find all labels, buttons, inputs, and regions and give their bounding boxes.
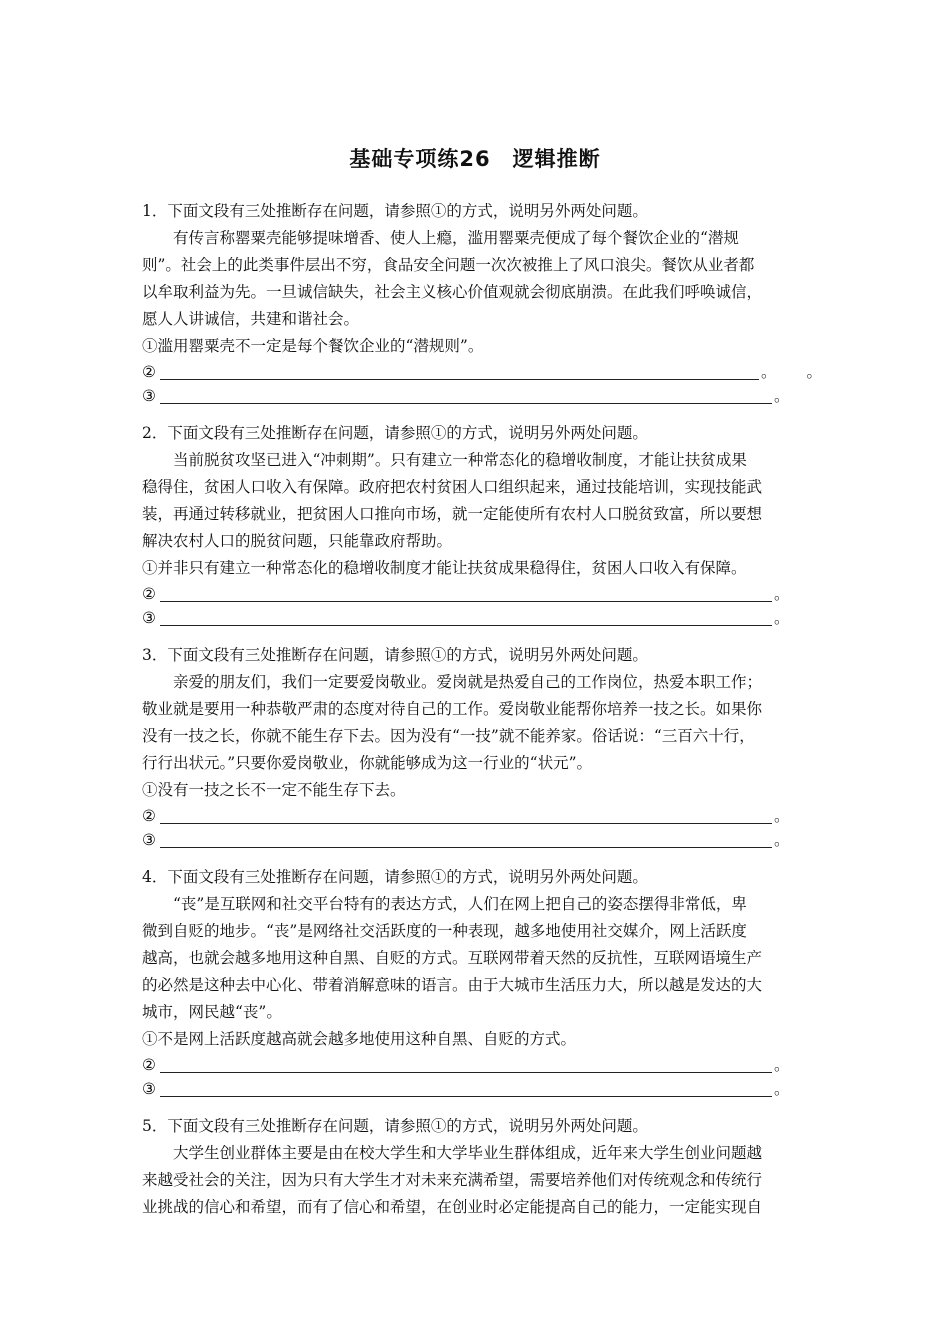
answer-period: 。 [760, 363, 777, 381]
question-prompt: 1．下面文段有三处推断存在问题，请参照①的方式，说明另外两处问题。 [142, 202, 648, 220]
answer-blank-2[interactable] [142, 1053, 822, 1077]
question-prompt: 4．下面文段有三处推断存在问题，请参照①的方式，说明另外两处问题。 [142, 868, 648, 886]
answer-line[interactable] [160, 363, 759, 380]
example-answer: ①没有一技之长不一定不能生存下去。 [142, 781, 406, 799]
example-answer: ①滥用罂粟壳不一定是每个餐饮企业的“潜规则”。 [142, 337, 484, 355]
answer-number: ② [142, 1056, 156, 1074]
passage-line: 大学生创业群体主要是由在校大学生和大学毕业生群体组成，近年来大学生创业问题越 [173, 1144, 763, 1162]
passage-line: 业挑战的信心和希望，而有了信心和希望，在创业时必定能提高自己的能力，一定能实现自 [142, 1198, 763, 1216]
answer-period: 。 [774, 609, 790, 627]
question-prompt: 5．下面文段有三处推断存在问题，请参照①的方式，说明另外两处问题。 [142, 1117, 648, 1135]
answer-blank-3[interactable] [142, 1077, 822, 1101]
answer-period: 。 [774, 585, 790, 603]
answer-blank-3[interactable] [142, 384, 822, 408]
answer-number: ② [142, 363, 156, 381]
passage-line: 来越受社会的关注，因为只有大学生才对未来充满希望，需要培养他们对传统观念和传统行 [142, 1171, 763, 1189]
answer-period: 。 [774, 1080, 790, 1098]
passage-line: 亲爱的朋友们，我们一定要爱岗敬业。爱岗就是热爱自己的工作岗位，热爱本职工作； [173, 673, 763, 691]
example-answer: ①并非只有建立一种常态化的稳增收制度才能让扶贫成果稳得住，贫困人口收入有保障。 [142, 559, 747, 577]
answer-number: ③ [142, 609, 156, 627]
passage-line: 越高，也就会越多地用这种自黑、自贬的方式。互联网带着天然的反抗性，互联网语境生产 [142, 949, 763, 967]
passage-line: 愿人人讲诚信，共建和谐社会。 [142, 310, 360, 328]
question-prompt: 2．下面文段有三处推断存在问题，请参照①的方式，说明另外两处问题。 [142, 424, 648, 442]
answer-period: 。 [774, 1056, 790, 1074]
passage-line: 微到自贬的地步。“丧”是网络社交活跃度的一种表现，越多地使用社交媒介，网上活跃度 [142, 922, 747, 940]
passage-line: 当前脱贫攻坚已进入“冲刺期”。只有建立一种常态化的稳增收制度，才能让扶贫成果 [173, 451, 747, 469]
passage-line: 城市，网民越“丧”。 [142, 1003, 282, 1021]
answer-number: ② [142, 585, 156, 603]
answer-blank-3[interactable] [142, 606, 822, 630]
answer-line[interactable] [160, 1080, 772, 1097]
question-3 [142, 642, 822, 852]
answer-line[interactable] [160, 807, 772, 824]
answer-blank-3[interactable] [142, 828, 822, 852]
answer-blank-2[interactable] [142, 804, 822, 828]
example-answer: ①不是网上活跃度越高就会越多地使用这种自黑、自贬的方式。 [142, 1030, 577, 1048]
passage-line: 的必然是这种去中心化、带着消解意味的语言。由于大城市生活压力大，所以越是发达的大 [142, 976, 763, 994]
passage-line: 解决农村人口的脱贫问题，只能靠政府帮助。 [142, 532, 453, 550]
answer-line[interactable] [160, 1056, 772, 1073]
stray-period: 。 [806, 363, 822, 381]
question-prompt: 3．下面文段有三处推断存在问题，请参照①的方式，说明另外两处问题。 [142, 646, 648, 664]
answer-blank-2[interactable] [142, 360, 822, 384]
passage-line: 则”。社会上的此类事件层出不穷，食品安全问题一次次被推上了风口浪尖。餐饮从业者都 [142, 256, 755, 274]
passage-line: 行行出状元。”只要你爱岗敬业，你就能够成为这一行业的“状元”。 [142, 754, 593, 772]
question-1 [142, 198, 822, 408]
answer-line[interactable] [160, 387, 772, 404]
answer-line[interactable] [160, 831, 772, 848]
question-2 [142, 420, 822, 630]
passage-line: 没有一技之长，你就不能生存下去。因为没有“一技”就不能养家。俗话说：“三百六十行， [142, 727, 755, 745]
answer-number: ③ [142, 831, 156, 849]
passage-line: 有传言称罂粟壳能够提味增香、使人上瘾，滥用罂粟壳便成了每个餐饮企业的“潜规 [173, 229, 739, 247]
answer-number: ② [142, 807, 156, 825]
passage-line: “丧”是互联网和社交平台特有的表达方式，人们在网上把自己的姿态摆得非常低，卑 [173, 895, 747, 913]
passage-line: 稳得住，贫困人口收入有保障。政府把农村贫困人口组织起来，通过技能培训，实现技能武 [142, 478, 763, 496]
answer-line[interactable] [160, 585, 772, 602]
answer-number: ③ [142, 1080, 156, 1098]
answer-period: 。 [774, 831, 790, 849]
answer-blank-2[interactable] [142, 582, 822, 606]
answer-period: 。 [774, 807, 790, 825]
passage-line: 敬业就是要用一种恭敬严肃的态度对待自己的工作。爱岗敬业能帮你培养一技之长。如果你 [142, 700, 763, 718]
answer-line[interactable] [160, 609, 772, 626]
answer-period: 。 [774, 387, 790, 405]
answer-number: ③ [142, 387, 156, 405]
page-title: 基础专项练26 逻辑推断 [349, 147, 601, 171]
question-4 [142, 864, 822, 1101]
question-5 [142, 1113, 822, 1221]
passage-line: 装，再通过转移就业，把贫困人口推向市场，就一定能使所有农村人口脱贫致富，所以要想 [142, 505, 763, 523]
passage-line: 以牟取利益为先。一旦诚信缺失，社会主义核心价值观就会彻底崩溃。在此我们呼唤诚信， [142, 283, 763, 301]
